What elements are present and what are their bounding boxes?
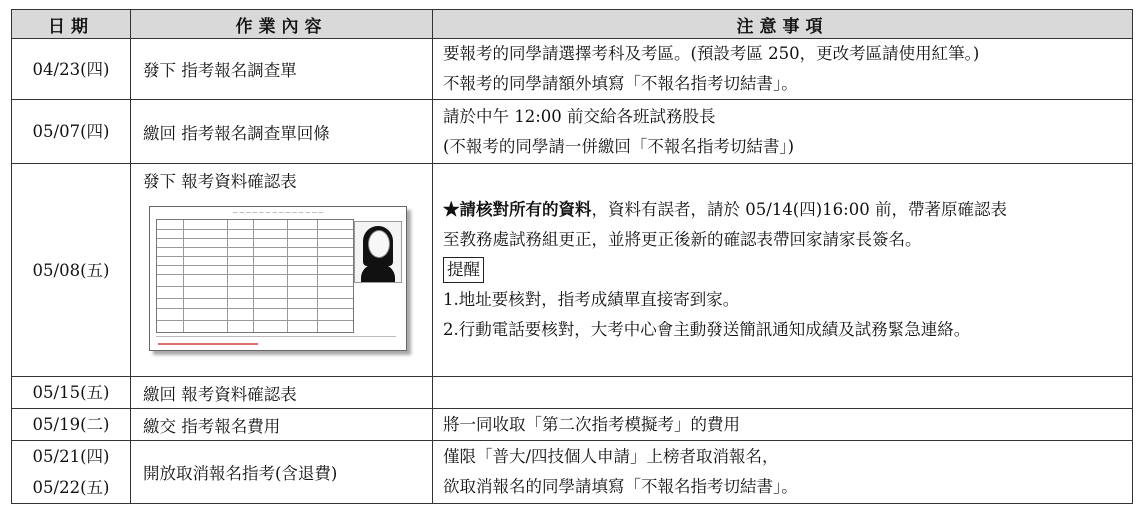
note-line: 欲取消報名的同學請填寫「不報名指考切結書」。	[443, 477, 798, 496]
schedule-table	[11, 9, 1133, 504]
row-date: 05/19(二)	[12, 409, 131, 441]
row-note	[433, 409, 1133, 441]
header-note: 注意事項	[433, 10, 1133, 39]
header-task: 作業內容	[131, 10, 433, 39]
note-line: 至教務處試務組更正，並將更正後新的確認表帶回家請家長簽名。	[443, 230, 922, 249]
table-row	[12, 377, 1133, 409]
reminder-line: 1.地址要核對，指考成績單直接寄到家。	[443, 290, 740, 309]
table-row	[12, 441, 1133, 504]
form-footer	[156, 336, 396, 347]
row-note	[433, 100, 1133, 164]
note-line: (不報考的同學請一併繳回「不報名指考切結書」)	[443, 136, 795, 156]
row-date: 05/07(四)	[12, 100, 131, 164]
row-date	[12, 441, 131, 504]
note-line	[443, 255, 1132, 285]
row-date: 05/15(五)	[12, 377, 131, 409]
row-task: 開放取消報名指考(含退費)	[131, 441, 433, 504]
row-task: 發下 指考報名調查單	[131, 39, 433, 100]
confirmation-form-image	[149, 206, 407, 351]
row-date: 05/08(五)	[12, 164, 131, 377]
reminder-label: 提醒	[443, 257, 484, 283]
row-task	[131, 164, 433, 377]
form-grid	[156, 219, 354, 333]
row-note	[433, 164, 1133, 377]
note-line: 請於中午 12:00 前交給各班試務股長	[443, 106, 716, 126]
note-line: 要報考的同學請選擇考科及考區。(預設考區 250，更改考區請使用紅筆。)	[443, 44, 980, 63]
row-date-line: 05/22(五)	[32, 478, 110, 497]
note-line: 不報考的同學請額外填寫「不報名指考切結書」。	[443, 74, 798, 93]
table-row	[12, 164, 1133, 377]
header-date: 日期	[12, 10, 131, 39]
table-row	[12, 39, 1133, 100]
row-note	[433, 441, 1133, 504]
form-title-scribble: — — — — — — — — — — — — — —	[232, 210, 324, 216]
table-row	[12, 409, 1133, 441]
row-task-label: 發下 報考資料確認表	[143, 172, 297, 191]
reminder-line: 2.行動電話要核對，大考中心會主動發送簡訊通知成績及試務緊急連絡。	[443, 320, 971, 339]
row-task: 繳交 指考報名費用	[131, 409, 433, 441]
row-date-line: 05/21(四)	[32, 447, 110, 466]
row-note	[433, 377, 1133, 409]
header-row	[12, 10, 1133, 39]
row-note	[433, 39, 1133, 100]
note-bold: ★請核對所有的資料	[443, 200, 592, 219]
note-text: ，資料有誤者，請於 05/14(四)16:00 前，帶著原確認表	[591, 200, 1007, 219]
row-task: 繳回 指考報名調查單回條	[131, 100, 433, 164]
note-line	[443, 195, 1132, 225]
table-row	[12, 100, 1133, 164]
note-line: 將一同收取「第二次指考模擬考」的費用	[443, 414, 740, 434]
row-task: 繳回 報考資料確認表	[131, 377, 433, 409]
note-line: 僅限「普大/四技個人申請」上榜者取消報名，	[443, 447, 779, 466]
form-red-note	[158, 343, 258, 345]
row-date: 04/23(四)	[12, 39, 131, 100]
student-photo-icon	[354, 221, 402, 283]
